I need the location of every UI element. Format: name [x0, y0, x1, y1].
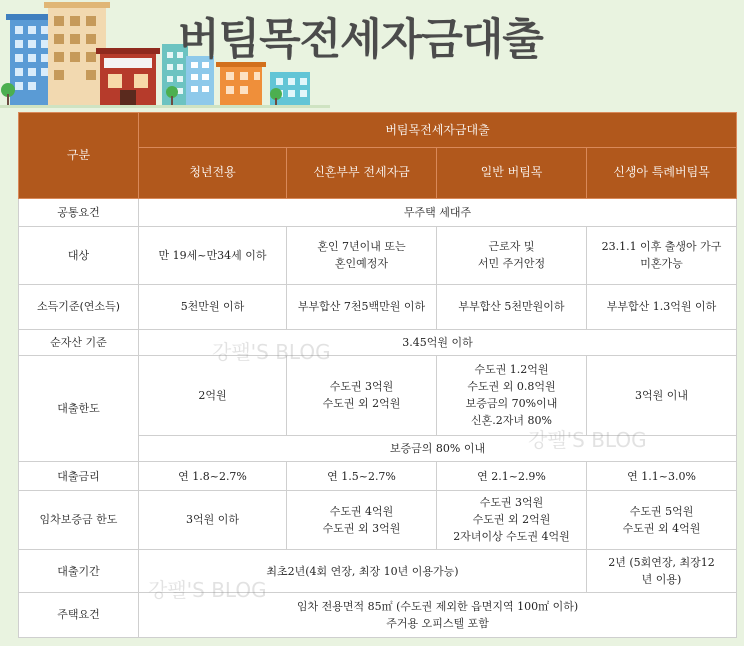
- table-cell: [139, 490, 287, 549]
- cell-text: 수도권 외 0.8억원: [467, 380, 556, 394]
- group-header: 버팀목전세자금대출: [139, 113, 737, 148]
- table-cell: 5천만원 이하: [139, 284, 287, 329]
- watermark: 강팰'S BLOG: [148, 578, 267, 602]
- row-label: 소득기준(연소득): [19, 284, 139, 329]
- cell-text: 근로자 및: [488, 240, 535, 254]
- table-cell: 최초2년(4회 연장, 최장 10년 이용가능): [139, 550, 587, 593]
- table-cell: [139, 592, 737, 637]
- table-cell: [587, 227, 737, 284]
- table-cell: 연 2.1~2.9%: [437, 462, 587, 491]
- cell-text: 수도권 1.2억원: [474, 363, 549, 377]
- row-label: 주택요건: [19, 592, 139, 637]
- row-label: 대출한도: [19, 356, 139, 462]
- cell-text: 주거용 오피스텔 포함: [386, 616, 489, 630]
- loan-comparison-table: [18, 112, 736, 638]
- row-label: 대상: [19, 227, 139, 284]
- table-cell: [287, 356, 437, 436]
- corner-header: 구분: [19, 113, 139, 199]
- table-cell: 연 1.8~2.7%: [139, 462, 287, 491]
- table-cell: 무주택 세대주: [139, 198, 737, 227]
- cell-text: 2억원: [198, 388, 227, 402]
- cell-text: 23.1.1 이후 출생아 가구: [601, 240, 722, 254]
- cell-text: 수도권 3억원: [329, 380, 394, 394]
- column-header: 일반 버팀목: [437, 147, 587, 198]
- cell-text: 수도권 3억원: [479, 496, 544, 510]
- table-cell: 연 1.5~2.7%: [287, 462, 437, 491]
- cell-text: 수도권 외 3억원: [322, 521, 401, 535]
- cell-text: 2년 (5회연장, 최장12: [608, 555, 715, 569]
- row-label: 공통요건: [19, 198, 139, 227]
- cell-text: 수도권 4억원: [329, 504, 394, 518]
- watermark: 강팰'S BLOG: [528, 428, 647, 452]
- cell-text: 수도권 외 2억원: [322, 397, 401, 411]
- table-cell: [287, 227, 437, 284]
- column-header: 신혼부부 전세자금: [287, 147, 437, 198]
- cell-text: 미혼가능: [640, 257, 683, 271]
- row-label: 임차보증금 한도: [19, 490, 139, 549]
- table-cell: 3.45억원 이하: [139, 329, 737, 356]
- table-cell: [139, 227, 287, 284]
- cell-text: 3억원 이하: [186, 513, 239, 527]
- row-label: 순자산 기준: [19, 329, 139, 356]
- cell-text: 혼인예정자: [334, 257, 389, 271]
- row-label: 대출금리: [19, 462, 139, 491]
- table-cell: 연 1.1~3.0%: [587, 462, 737, 491]
- table-cell: [587, 550, 737, 593]
- header: [0, 0, 744, 108]
- table-cell: [437, 356, 587, 436]
- table-cell: [437, 227, 587, 284]
- page-title: 버팀목전세자금대출: [178, 15, 543, 65]
- watermark: 강팰'S BLOG: [212, 340, 331, 364]
- table-cell: 부부합산 7천5백만원 이하: [287, 284, 437, 329]
- cell-text: 수도권 외 4억원: [622, 521, 701, 535]
- table-cell: 보증금의 80% 이내: [139, 435, 737, 462]
- row-label: 대출기간: [19, 550, 139, 593]
- cell-text: 수도권 5억원: [629, 504, 694, 518]
- cell-text: 3억원 이내: [635, 388, 689, 402]
- table-cell: [587, 356, 737, 436]
- column-header: 청년전용: [139, 147, 287, 198]
- cell-text: 2자녀이상 수도권 4억원: [453, 530, 570, 544]
- cell-text: 수도권 외 2억원: [472, 513, 551, 527]
- cell-text: 보증금의 70%이내: [465, 397, 558, 411]
- table-cell: 부부합산 1.3억원 이하: [587, 284, 737, 329]
- table-cell: [587, 490, 737, 549]
- cell-text: 서민 주거안정: [477, 257, 546, 271]
- table-cell: [287, 490, 437, 549]
- table-cell: 부부합산 5천만원이하: [437, 284, 587, 329]
- column-header: 신생아 특례버팀목: [587, 147, 737, 198]
- cell-text: 임차 전용면적 85㎡ (수도권 제외한 읍면지역 100㎡ 이하): [296, 599, 579, 613]
- table-cell: [139, 356, 287, 436]
- cell-text: 년 이용): [641, 573, 682, 587]
- cell-text: 혼인 7년이내 또는: [317, 240, 406, 254]
- cell-text: 만 19세~만34세 이하: [158, 248, 267, 262]
- cell-text: 신혼.2자녀 80%: [471, 414, 552, 428]
- table-cell: [437, 490, 587, 549]
